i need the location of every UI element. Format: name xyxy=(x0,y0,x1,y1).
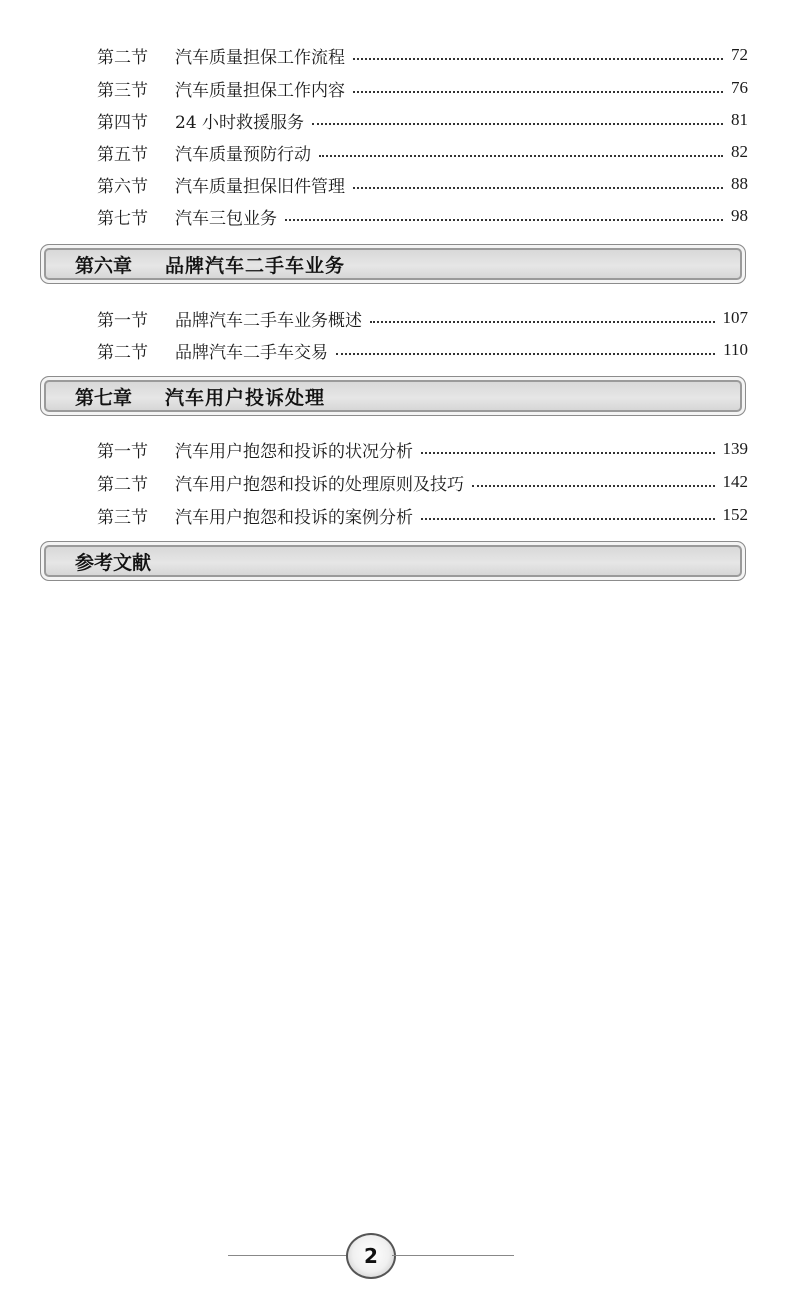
section-number: 第五节 xyxy=(97,144,148,165)
references-title: 参考文献 xyxy=(75,551,152,574)
page-number: 88 xyxy=(731,174,748,193)
toc-entry-ch5-sec4[interactable] xyxy=(97,106,748,134)
toc-entry-ch7-sec1[interactable] xyxy=(97,435,748,463)
references-heading[interactable] xyxy=(40,541,746,581)
chapter-title: 品牌汽车二手车业务 xyxy=(165,254,346,277)
footer-page-number: 2 xyxy=(364,1244,378,1268)
footer-rule-right xyxy=(392,1255,514,1256)
page-number-badge xyxy=(346,1233,396,1279)
section-title: 汽车质量担保旧件管理 xyxy=(175,176,345,197)
section-number: 第四节 xyxy=(97,112,148,133)
section-title: 汽车三包业务 xyxy=(175,208,277,229)
dot-leader xyxy=(370,320,715,323)
dot-leader xyxy=(353,186,723,189)
dot-leader xyxy=(421,517,715,520)
page-number: 81 xyxy=(731,110,748,129)
dot-leader xyxy=(336,352,715,355)
dot-leader xyxy=(421,451,715,454)
toc-entry-ch6-sec2[interactable] xyxy=(97,336,748,364)
section-number: 第六节 xyxy=(97,176,148,197)
section-number: 第一节 xyxy=(97,441,148,462)
section-number: 第二节 xyxy=(97,47,148,68)
toc-entry-ch5-sec7[interactable] xyxy=(97,202,748,230)
chapter-title: 汽车用户投诉处理 xyxy=(165,386,326,409)
section-number: 第二节 xyxy=(97,474,148,495)
page-number: 76 xyxy=(731,78,748,97)
toc-entry-ch6-sec1[interactable] xyxy=(97,304,748,332)
toc-entry-ch5-sec6[interactable] xyxy=(97,170,748,198)
toc-entry-ch7-sec2[interactable] xyxy=(97,468,748,496)
page-number: 98 xyxy=(731,206,748,225)
toc-entry-ch7-sec3[interactable] xyxy=(97,501,748,529)
footer-rule-left xyxy=(228,1255,346,1256)
dot-leader xyxy=(319,154,723,157)
page-number: 72 xyxy=(731,45,748,64)
chapter-heading-6[interactable] xyxy=(40,244,746,284)
section-title: 汽车质量预防行动 xyxy=(175,144,311,165)
page-number: 110 xyxy=(723,340,748,359)
section-number: 第三节 xyxy=(97,80,148,101)
page-number: 142 xyxy=(722,472,748,491)
page-number: 152 xyxy=(722,505,748,524)
section-title: 汽车质量担保工作内容 xyxy=(175,80,345,101)
section-number: 第三节 xyxy=(97,507,148,528)
section-title: 汽车用户抱怨和投诉的状况分析 xyxy=(175,441,413,462)
dot-leader xyxy=(353,90,723,93)
dot-leader xyxy=(472,484,715,487)
section-title: 24 小时救援服务 xyxy=(175,112,305,133)
section-title: 品牌汽车二手车业务概述 xyxy=(175,310,362,331)
section-number: 第二节 xyxy=(97,342,148,363)
page-number: 139 xyxy=(722,439,748,458)
section-title: 品牌汽车二手车交易 xyxy=(175,342,328,363)
page-number: 82 xyxy=(731,142,748,161)
section-title: 汽车用户抱怨和投诉的处理原则及技巧 xyxy=(175,474,464,495)
section-number: 第一节 xyxy=(97,310,148,331)
chapter-heading-7[interactable] xyxy=(40,376,746,416)
dot-leader xyxy=(285,218,723,221)
section-title: 汽车质量担保工作流程 xyxy=(175,47,345,68)
toc-entry-ch5-sec3[interactable] xyxy=(97,74,748,102)
toc-entry-ch5-sec2[interactable] xyxy=(97,41,748,69)
toc-entry-ch5-sec5[interactable] xyxy=(97,138,748,166)
page-number: 107 xyxy=(722,308,748,327)
section-title: 汽车用户抱怨和投诉的案例分析 xyxy=(175,507,413,528)
chapter-number: 第七章 xyxy=(75,386,133,409)
chapter-number: 第六章 xyxy=(75,254,133,277)
dot-leader xyxy=(312,122,723,125)
section-number: 第七节 xyxy=(97,208,148,229)
page-footer xyxy=(0,1228,790,1278)
dot-leader xyxy=(353,57,723,60)
